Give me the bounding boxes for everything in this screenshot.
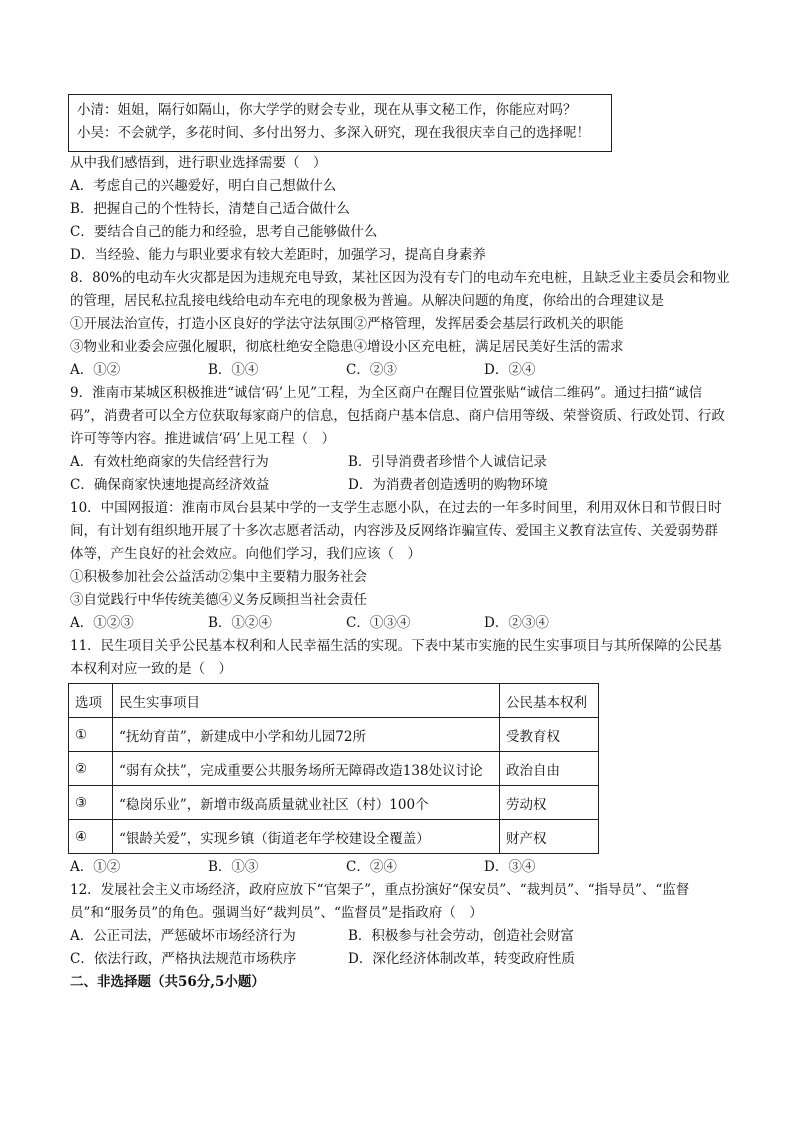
table-row [69,752,599,786]
q8-item-2: ③物业和业委会应强化履职，彻底杜绝安全隐患④增设小区充电桩，满足居民美好生活的需求 [70,339,624,355]
table-header-cell: 公民基本权利 [500,684,599,718]
q10-item-1: ①积极参加社会公益活动②集中主要精力服务社会 [70,569,367,585]
table-header-row [69,684,599,718]
table-cell: ④ [69,820,113,854]
table-cell: “银龄关爱”，实现乡镇（街道老年学校建设全覆盖） [113,820,500,854]
q8-option-d: D．②④ [484,362,536,378]
q11-option-a: A．①② [70,859,121,875]
table-cell: “抚幼育苗”，新建成中小学和幼儿园72所 [113,718,500,752]
q11-option-b: B．①③ [208,859,259,875]
q12-option-b: B．积极参与社会劳动，创造社会财富 [348,928,574,944]
q12-option-a: A．公正司法，严惩破坏市场经济行为 [70,928,296,944]
table-cell: 受教育权 [500,718,599,752]
q11-table [68,683,599,854]
table-cell: 政治自由 [500,752,599,786]
q8-item-1: ①开展法治宣传，打造小区良好的学法守法氛围②严格管理，发挥居委会基层行政机关的职能 [70,316,624,332]
q12-options-row-2 [70,948,730,971]
dialog-box [68,94,612,152]
q10-option-d: D．②③④ [484,615,549,631]
q7-option-c: C．要结合自己的能力和经验，思考自己能够做什么 [70,224,378,240]
table-header-cell: 民生实事项目 [113,684,500,718]
table-header-cell: 选项 [69,684,113,718]
q10-option-c: C．①③④ [346,615,411,631]
q9-options-row-2 [70,474,730,497]
q9-stem: 9．淮南市某城区积极推进“诚信‘码’上见”工程，为全区商户在醒目位置张贴“诚信二维码”。通过扫描“诚信码”，消费者可以全方位获取每家商户的信息，包括商户基本信息、商户信用等级、荣誉资质、行政处罚、行政许可等等内容。推进诚信‘码’上见工程（ ） [70,385,725,447]
table-cell: “弱有众扶”，完成重要公共服务场所无障碍改造138处议讨论 [113,752,500,786]
q12-options-row-1 [70,925,730,948]
table-row [69,718,599,752]
section-heading: 二、非选择题（共56分,5小题） [70,974,265,990]
q10-options [70,612,730,635]
q12-option-d: D．深化经济体制改革，转变政府性质 [348,951,575,967]
q8-option-c: C．②③ [346,362,397,378]
q11-stem: 11．民生项目关乎公民基本权利和人民幸福生活的实现。下表中某市实施的民生实事项目与其所保障的公民基本权利对应一致的是（ ） [70,638,722,677]
q9-option-b: B．引导消费者珍惜个人诚信记录 [348,454,547,470]
table-row [69,820,599,854]
q7-stem: 从中我们感悟到，进行职业选择需要（ ） [70,155,327,171]
table-cell: ① [69,718,113,752]
exam-page [70,94,730,994]
q12-option-c: C．依法行政，严格执法规范市场秩序 [70,951,297,967]
dialog-line-2: 小吴：不会就学，多花时间、多付出努力、多深入研究，现在我很庆幸自己的选择呢！ [77,125,590,141]
q11-option-c: C．②④ [346,859,397,875]
table-cell: ③ [69,786,113,820]
q8-options [70,359,730,382]
q11-options [70,856,730,879]
q8-stem: 8．80%的电动车火灾都是因为违规充电导致，某社区因为没有专门的电动车充电桩，且缺乏业主委员会和物业的管理，居民私拉乱接电线给电动车充电的现象极为普遍。从解决问题的角度，你给出的合理建议是 [70,270,730,309]
q10-item-2: ③自觉践行中华传统美德④义务反顾担当社会责任 [70,592,367,608]
q7-option-a: A．考虑自己的兴趣爱好，明白自己想做什么 [70,178,337,194]
q9-option-d: D．为消费者创造透明的购物环境 [348,477,548,493]
q8-option-a: A．①② [70,362,121,378]
q9-option-a: A．有效杜绝商家的失信经营行为 [70,454,269,470]
table-cell: 劳动权 [500,786,599,820]
q10-option-b: B．①②④ [208,615,272,631]
q8-option-b: B．①④ [208,362,259,378]
table-row [69,786,599,820]
q10-stem: 10．中国网报道：淮南市凤台县某中学的一支学生志愿小队，在过去的一年多时间里，利用双休日和节假日时间，有计划有组织地开展了十多次志愿者活动，内容涉及反网络诈骗宣传、爱国主义教育法宣传、关爱弱势群体等，产生良好的社会效应。向他们学习，我们应该（ ） [70,500,722,562]
table-cell: 财产权 [500,820,599,854]
q12-stem: 12．发展社会主义市场经济，政府应放下“官架子”，重点扮演好“保安员”、“裁判员”、“指导员”、“监督员”和“服务员”的角色。强调当好“裁判员”、“监督员”是指政府（ ） [70,882,690,921]
table-cell: ② [69,752,113,786]
dialog-line-1: 小清：姐姐，隔行如隔山，你大学学的财会专业，现在从事文秘工作，你能应对吗？ [77,102,577,118]
q7-option-d: D．当经验、能力与职业要求有较大差距时，加强学习，提高自身素养 [70,247,486,263]
q9-options-row-1 [70,451,730,474]
q11-option-d: D．③④ [484,859,536,875]
table-cell: “稳岗乐业”，新增市级高质量就业社区（村）100个 [113,786,500,820]
q7-option-b: B．把握自己的个性特长，清楚自己适合做什么 [70,201,350,217]
q9-option-c: C．确保商家快速地提高经济效益 [70,477,270,493]
q10-option-a: A．①②③ [70,615,134,631]
